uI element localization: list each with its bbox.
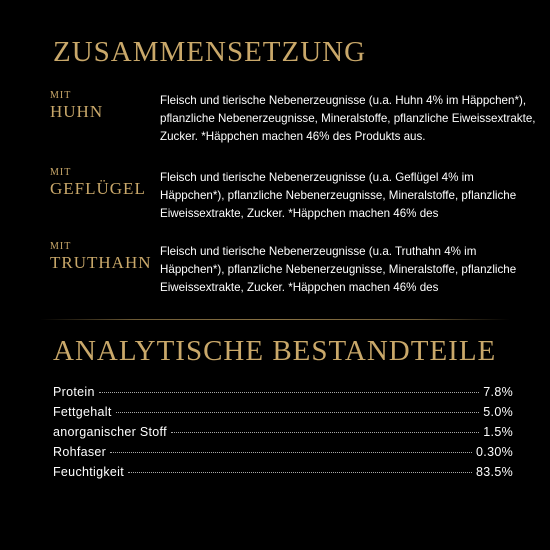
dot-leader xyxy=(110,452,472,453)
variant-label xyxy=(50,241,160,273)
variant-name: HUHN xyxy=(50,102,104,121)
variant-label xyxy=(50,90,160,122)
variant-huhn xyxy=(50,90,536,150)
analysis-label: Protein xyxy=(53,385,95,399)
variant-prefix: MIT xyxy=(50,167,72,178)
variant-prefix: MIT xyxy=(50,241,72,252)
dot-leader xyxy=(116,412,480,413)
dot-leader xyxy=(99,392,480,393)
variant-description: Fleisch und tierische Nebenerzeugnisse (u.a. Huhn 4% im Häppchen*), pflanzliche Nebenerzeugnisse, Mineralstoffe, pflanzliche Eiweissextrakte, Zucker. *Häppchen machen 46% des Produkts aus. xyxy=(160,94,536,143)
analysis-table xyxy=(53,385,513,485)
analysis-row-protein xyxy=(53,385,513,405)
composition-title: ZUSAMMENSETZUNG xyxy=(53,36,367,68)
analysis-label: Feuchtigkeit xyxy=(53,465,124,479)
analysis-label: Fettgehalt xyxy=(53,405,112,419)
analysis-value: 5.0% xyxy=(483,405,513,419)
analysis-title: ANALYTISCHE BESTANDTEILE xyxy=(53,335,497,367)
dot-leader xyxy=(128,472,472,473)
variant-truthahn xyxy=(50,241,520,301)
variant-prefix: MIT xyxy=(50,90,72,101)
analysis-row-anorganischer-stoff xyxy=(53,425,513,445)
analysis-label: Rohfaser xyxy=(53,445,107,459)
analysis-value: 0.30% xyxy=(476,445,513,459)
section-divider xyxy=(40,319,510,320)
analysis-value: 1.5% xyxy=(483,425,513,439)
analysis-row-feuchtigkeit xyxy=(53,465,513,485)
analysis-value: 7.8% xyxy=(483,385,513,399)
variant-label xyxy=(50,167,160,199)
variant-name: GEFLÜGEL xyxy=(50,179,146,198)
analysis-row-fettgehalt xyxy=(53,405,513,425)
variant-name: TRUTHAHN xyxy=(50,253,152,272)
variant-description: Fleisch und tierische Nebenerzeugnisse (u.a. Geflügel 4% im Häppchen*), pflanzliche Nebenerzeugnisse, Mineralstoffe, pflanzliche Eiweissextrakte, Zucker. *Häppchen machen 46% des xyxy=(160,171,517,220)
analysis-value: 83.5% xyxy=(476,465,513,479)
dot-leader xyxy=(171,432,479,433)
analysis-row-rohfaser xyxy=(53,445,513,465)
variant-gefluegel xyxy=(50,167,520,227)
analysis-label: anorganischer Stoff xyxy=(53,425,167,439)
variant-description: Fleisch und tierische Nebenerzeugnisse (u.a. Truthahn 4% im Häppchen*), pflanzliche Nebenerzeugnisse, Mineralstoffe, pflanzliche Eiweissextrakte, Zucker. *Häppchen machen 46% des xyxy=(160,245,517,294)
